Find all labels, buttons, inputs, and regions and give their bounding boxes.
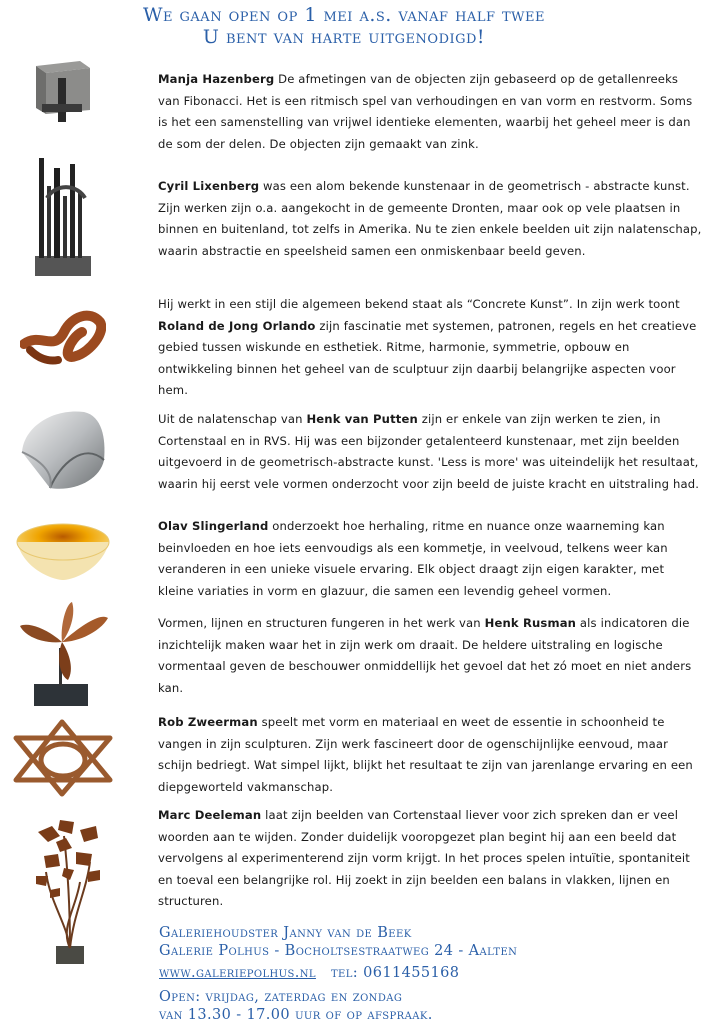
artist-description-intro: Hij werkt in een stijl die algemeen bekend staat als “Concrete Kunst”. In zijn werk toont bbox=[158, 297, 680, 311]
artist-entry-van-putten bbox=[158, 409, 703, 495]
yellow-bowl-image bbox=[14, 520, 112, 586]
steel-curved-sculpture-image bbox=[14, 408, 110, 494]
artist-description: De afmetingen van de objecten zijn gebaseerd op de getallenreeks van Fibonacci. Het is een ritmisch spel van verhoudingen en van vorm en restvorm. Soms is het een samenstelling van vrijwel identieke elementen, waarbij het geheel meer is dan de som der delen. De objecten zijn gemaakt van zink. bbox=[158, 72, 693, 151]
artist-entry-lixenberg bbox=[158, 176, 703, 262]
opening-hours bbox=[159, 988, 433, 1024]
artist-description-intro: Uit de nalatenschap van bbox=[158, 412, 307, 426]
gallery-info bbox=[159, 924, 517, 960]
artist-description: laat zijn beelden van Cortenstaal liever voor zich spreken dan er veel woorden aan te wijden. Zonder duidelijk vooropgezet plan begint hij aan een beeld dat vervolgens al experimenterend zijn vorm krijgt. In het proces spelen intuïtie, spontaniteit en toeval een belangrijke rol. Hij zoekt in zijn beelden een balans in vlakken, lijnen en structuren. bbox=[158, 808, 690, 908]
geometric-frame-sculpture-image bbox=[10, 716, 116, 798]
artist-description: was een alom bekende kunstenaar in de geometrisch - abstracte kunst. Zijn werken zijn o.a. aangekocht in de gemeente Dronten, maar ook op vele plaatsen in binnen en buitenland, tot zelfs in Amerika. Nu te zien enkele beelden uit zijn nalatenschap, waarin abstractie en speelsheid samen een onmiskenbaar beeld geven. bbox=[158, 179, 702, 258]
gallery-address: Galerie Polhus - Bocholtsestraatweg 24 - Aalten bbox=[159, 943, 518, 959]
header-line-1: We gaan open op 1 mei a.s. vanaf half twee bbox=[142, 4, 546, 26]
artist-entry-zweerman bbox=[158, 712, 703, 798]
artist-name: Olav Slingerland bbox=[158, 519, 269, 533]
propeller-sculpture-image bbox=[16, 598, 110, 708]
corten-ribbon-sculpture-image bbox=[20, 292, 106, 368]
zinc-cube-sculpture-image bbox=[28, 58, 98, 122]
artist-entry-deeleman bbox=[158, 805, 703, 913]
artist-description: onderzoekt hoe herhaling, ritme en nuance onze waarneming kan beinvloeden en hoe iets eenvoudigs als een kommetje, in veelvoud, telkens weer kan veranderen in een unieke visuele ervaring. Elk object draagt zijn eigen karakter, met kleine variaties in vorm en glazuur, die samen een levendig geheel vormen. bbox=[158, 519, 668, 598]
artist-description: zijn er enkele van zijn werken te zien, in Cortenstaal en in RVS. Hij was een bijzonder getalenteerd kunstenaar, met zijn beelden uitgevoerd in de geometrisch-abstracte kunst. 'Less is more' was uiteindelijk het resultaat, waarin hij eerst vele vormen onderzocht voor zijn beeld de juiste kracht en uitstraling had. bbox=[158, 412, 700, 491]
vertical-bars-sculpture-image bbox=[33, 156, 93, 278]
artist-entry-rusman bbox=[158, 613, 703, 699]
artist-description: als indicatoren die inzichtelijk maken waar het in zijn werk om draait. De heldere uitstraling en logische vormentaal geven de beschouwer onmiddellijk het gevoel dat het zó moet en niet anders kan. bbox=[158, 616, 692, 695]
leaf-branch-sculpture-image bbox=[30, 812, 106, 966]
opening-days: Open: vrijdag, zaterdag en zondag bbox=[159, 989, 403, 1005]
website-link[interactable]: www.galeriepolhus.nl bbox=[159, 965, 316, 981]
artist-name: Manja Hazenberg bbox=[158, 72, 275, 86]
gallery-contact bbox=[159, 964, 459, 982]
invitation-header bbox=[0, 4, 718, 48]
artist-entry-de-jong-orlando bbox=[158, 294, 703, 402]
artist-description-intro: Vormen, lijnen en structuren fungeren in het werk van bbox=[158, 616, 485, 630]
phone-number: tel: 0611455168 bbox=[330, 965, 460, 981]
artist-name: Roland de Jong Orlando bbox=[158, 318, 316, 333]
artist-name: Henk Rusman bbox=[484, 616, 577, 630]
artist-entry-slingerland bbox=[158, 516, 703, 602]
gallery-owner: Galeriehoudster Janny van de Beek bbox=[159, 925, 412, 941]
opening-times: van 13.30 - 17.00 uur of op afspraak. bbox=[159, 1007, 433, 1023]
artist-description: speelt met vorm en materiaal en weet de essentie in schoonheid te vangen in zijn sculpturen. Zijn werk fascineert door de ogenschijnlijke eenvoud, maar schijn bedriegt. Wat simpel lijkt, blijkt het resultaat te zijn van jarenlange ervaring en een diepgeworteld vakmanschap. bbox=[158, 715, 693, 794]
artist-name: Rob Zweerman bbox=[158, 715, 258, 729]
artist-entry-hazenberg bbox=[158, 69, 703, 155]
artist-name: Marc Deeleman bbox=[158, 808, 262, 822]
artist-description: zijn fascinatie met systemen, patronen, regels en het creatieve gebied tussen wiskunde en esthetiek. Ritme, harmonie, symmetrie, opbouw en ontwikkeling binnen het geheel van de sculptuur zijn daarbij belangrijke aspecten voor hem. bbox=[158, 318, 697, 397]
header-line-2: U bent van harte uitgenodigd! bbox=[202, 26, 486, 48]
artist-name: Cyril Lixenberg bbox=[158, 179, 260, 193]
artist-name: Henk van Putten bbox=[306, 412, 418, 426]
